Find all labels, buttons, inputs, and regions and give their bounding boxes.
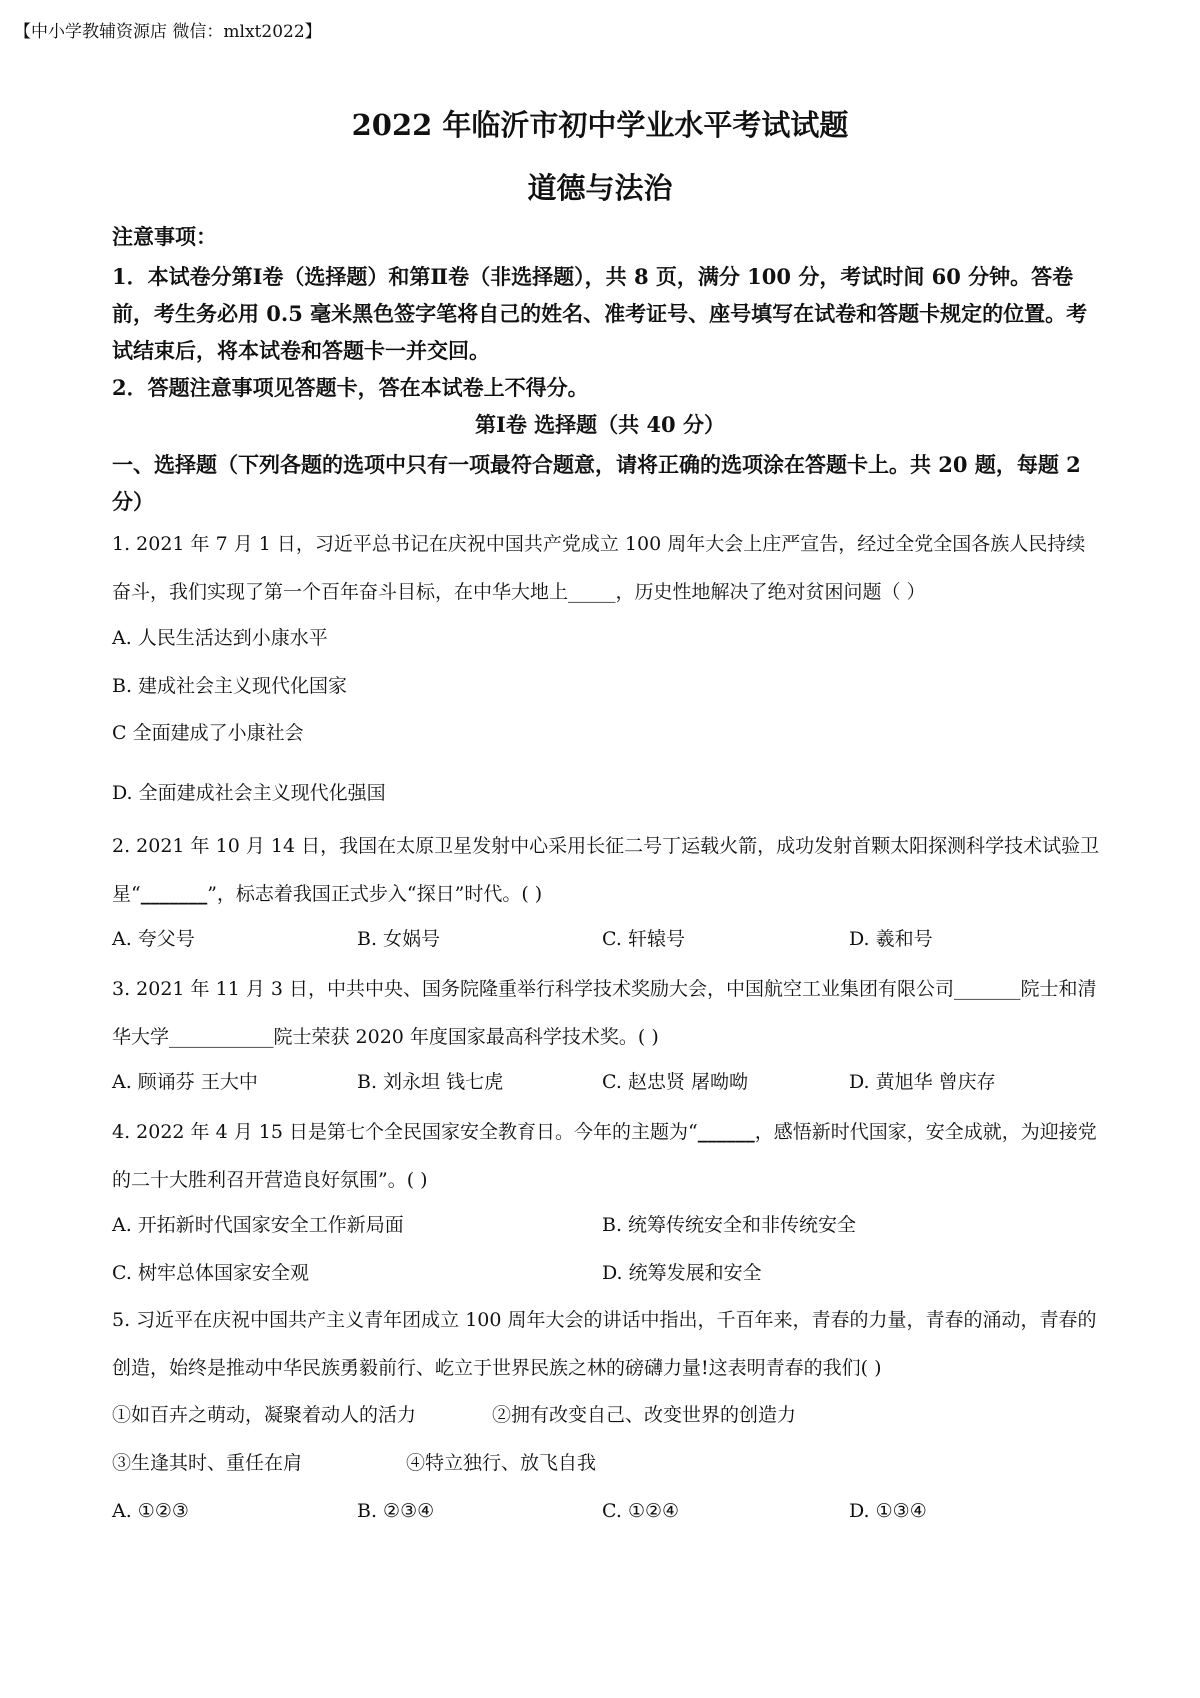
question-1-option-b: B. 建成社会主义现代化国家 xyxy=(112,675,348,697)
question-2-option-d: D. 羲和号 xyxy=(849,928,933,950)
question-5-statement-2: ②拥有改变自己、改变世界的创造力 xyxy=(492,1404,797,1426)
question-2-stem xyxy=(112,822,1104,918)
question-5-option-b: B. ②③④ xyxy=(357,1500,435,1522)
question-3-stem: 3. 2021 年 11 月 3 日，中共中央、国务院隆重举行科学技术奖励大会，中国航空工业集团有限公司_______院士和清华大学___________院士荣获 2020 年度国家最高科学技术奖。( ) xyxy=(112,978,1097,1048)
question-3-option-c: C. 赵忠贤 屠呦呦 xyxy=(602,1071,748,1093)
section-title: 第Ⅰ卷 选择题（共 40 分） xyxy=(475,412,725,437)
notice-item-1: 1．本试卷分第Ⅰ卷（选择题）和第Ⅱ卷（非选择题），共 8 页，满分 100 分，考试时间 60 分钟。答卷前，考生务必用 0.5 毫米黑色签字笔将自己的姓名、准考证号、座号填写在试卷和答题卡规定的位置。考试结束后，将本试卷和答题卡一并交回。 xyxy=(112,264,1088,363)
question-4-option-d: D. 统筹发展和安全 xyxy=(602,1262,762,1284)
question-2-blank: _______ xyxy=(140,883,208,905)
question-1-option-c: C 全面建成了小康社会 xyxy=(112,722,304,744)
subject-title: 道德与法治 xyxy=(527,171,673,205)
question-3-option-d: D. 黄旭华 曾庆存 xyxy=(849,1071,996,1093)
question-2-text-after: ”，标志着我国正式步入“探日”时代。( ) xyxy=(207,883,543,905)
question-5-stem: 5. 习近平在庆祝中国共产主义青年团成立 100 周年大会的讲话中指出，千百年来，青春的力量，青春的涌动，青春的创造，始终是推动中华民族勇毅前行、屹立于世界民族之林的磅礴力量!这表明青春的我们( ) xyxy=(112,1309,1097,1379)
question-4-option-a: A. 开拓新时代国家安全工作新局面 xyxy=(112,1214,404,1236)
question-5-statement-4: ④特立独行、放飞自我 xyxy=(406,1452,597,1474)
question-3-option-a: A. 顾诵芬 王大中 xyxy=(112,1071,258,1093)
question-4-text-before: 4. 2022 年 4 月 15 日是第七个全民国家安全教育日。今年的主题为“ xyxy=(112,1121,698,1143)
question-5-option-d: D. ①③④ xyxy=(849,1500,927,1522)
question-2-text-before: 2. 2021 年 10 月 14 日，我国在太原卫星发射中心采用长征二号丁运载火箭，成功发射首颗太阳探测科学技术试验卫星“ xyxy=(112,835,1100,905)
exam-title: 2022 年临沂市初中学业水平考试试题 xyxy=(351,108,849,142)
notice-item-2: 2．答题注意事项见答题卡，答在本试卷上不得分。 xyxy=(112,375,589,400)
question-5-statement-3: ③生逢其时、重任在肩 xyxy=(112,1452,303,1474)
question-1-stem: 1. 2021 年 7 月 1 日，习近平总书记在庆祝中国共产党成立 100 周年大会上庄严宣告，经过全党全国各族人民持续奋斗，我们实现了第一个百年奋斗目标，在中华大地上_____，历史性地解决了绝对贫困问题（ ） xyxy=(112,533,1086,603)
question-4-text-after: ，感悟新时代国家，安全成就，为迎接党的二十大胜利召开营造良好氛围”。( ) xyxy=(112,1121,1097,1191)
question-4-blank: ______ xyxy=(697,1121,755,1143)
section-instructions: 一、选择题（下列各题的选项中只有一项最符合题意，请将正确的选项涂在答题卡上。共 20 题，每题 2 分） xyxy=(112,452,1081,514)
question-5-option-a: A. ①②③ xyxy=(112,1500,189,1522)
question-5-statement-1: ①如百卉之萌动，凝聚着动人的活力 xyxy=(112,1404,417,1426)
question-2-option-b: B. 女娲号 xyxy=(357,928,441,950)
question-2-option-a: A. 夸父号 xyxy=(112,928,195,950)
question-2-option-c: C. 轩辕号 xyxy=(602,928,685,950)
question-5-option-c: C. ①②④ xyxy=(602,1500,680,1522)
question-4-option-c: C. 树牢总体国家安全观 xyxy=(112,1262,309,1284)
notice-heading: 注意事项： xyxy=(112,224,217,249)
question-1-option-d: D. 全面建成社会主义现代化强国 xyxy=(112,782,386,804)
watermark-text: 【中小学教辅资源店 微信：mlxt2022】 xyxy=(14,22,322,42)
question-4-option-b: B. 统筹传统安全和非传统安全 xyxy=(602,1214,857,1236)
question-3-option-b: B. 刘永坦 钱七虎 xyxy=(357,1071,504,1093)
question-4-stem xyxy=(112,1108,1104,1204)
question-1-option-a: A. 人民生活达到小康水平 xyxy=(112,627,328,649)
